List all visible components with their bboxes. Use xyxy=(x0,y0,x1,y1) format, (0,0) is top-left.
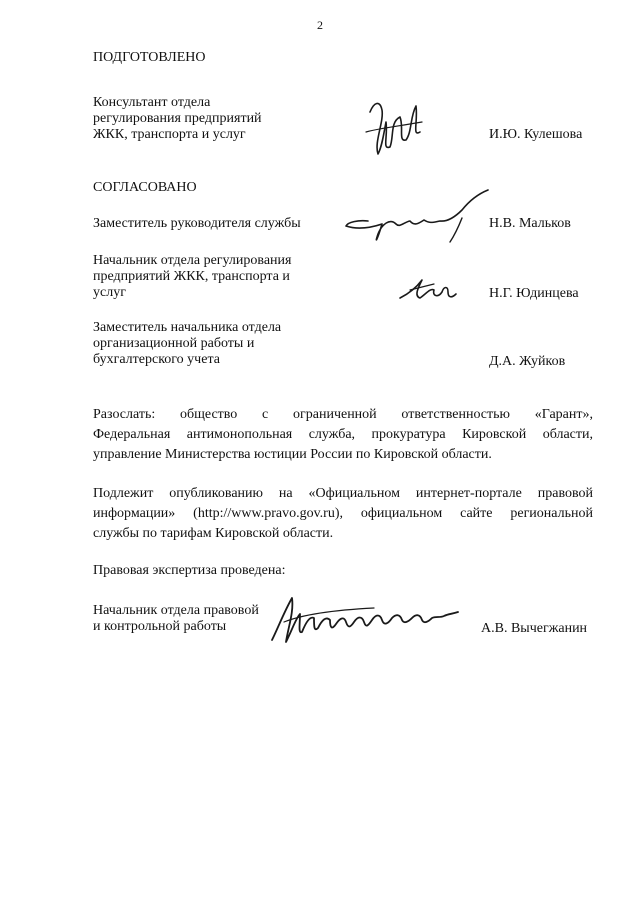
legal-review-position-line: Начальник отдела правовой xyxy=(93,603,259,618)
legal-review-person: А.В. Вычегжанин xyxy=(481,621,588,636)
legal-review-text: Правовая экспертиза проведена: xyxy=(93,563,286,578)
distribution-paragraph xyxy=(93,405,593,465)
page-number: 2 xyxy=(317,18,323,32)
prepared-position-line: ЖКК, транспорта и услуг xyxy=(93,127,246,142)
agreed-heading: СОГЛАСОВАНО xyxy=(93,180,197,195)
prepared-person: И.Ю. Кулешова xyxy=(489,127,583,142)
signature-yudintseva xyxy=(396,272,466,304)
signer-person: Н.Г. Юдинцева xyxy=(489,286,579,301)
distribution-line: Федеральная антимонопольная служба, прокуратура Кировской области, xyxy=(93,427,593,442)
prepared-position-line: Консультант отдела xyxy=(93,95,211,110)
publication-paragraph xyxy=(93,484,593,544)
signer-position-line: Заместитель начальника отдела xyxy=(93,320,282,335)
signer-position-line: предприятий ЖКК, транспорта и xyxy=(93,269,290,284)
signature-malkov xyxy=(338,188,498,248)
signer-position xyxy=(93,320,281,368)
signature-kuleshova xyxy=(360,92,430,162)
publication-line: информации» (http://www.pravo.gov.ru), официальном сайте региональной xyxy=(93,506,593,521)
prepared-position xyxy=(93,95,262,143)
publication-line: службы по тарифам Кировской области. xyxy=(93,526,334,541)
signer-person: Н.В. Мальков xyxy=(489,216,571,231)
signer-position-line: организационной работы и xyxy=(93,336,255,351)
prepared-heading: ПОДГОТОВЛЕНО xyxy=(93,50,206,65)
legal-review-position xyxy=(93,603,259,635)
signer-position-line: бухгалтерского учета xyxy=(93,352,220,367)
signer-position: Заместитель руководителя службы xyxy=(93,216,301,231)
signature-vychegzhanin xyxy=(264,592,464,648)
signer-position xyxy=(93,253,291,301)
signer-person: Д.А. Жуйков xyxy=(489,354,566,369)
prepared-position-line: регулирования предприятий xyxy=(93,111,262,126)
distribution-line: Разослать: общество с ограниченной ответственностью «Гарант», xyxy=(93,407,593,422)
signer-position-line: услуг xyxy=(93,285,126,300)
publication-line: Подлежит опубликованию на «Официальном интернет-портале правовой xyxy=(93,486,593,501)
signer-position-line: Начальник отдела регулирования xyxy=(93,253,292,268)
legal-review-position-line: и контрольной работы xyxy=(93,619,227,634)
distribution-line: управление Министерства юстиции России по Кировской области. xyxy=(93,447,492,462)
